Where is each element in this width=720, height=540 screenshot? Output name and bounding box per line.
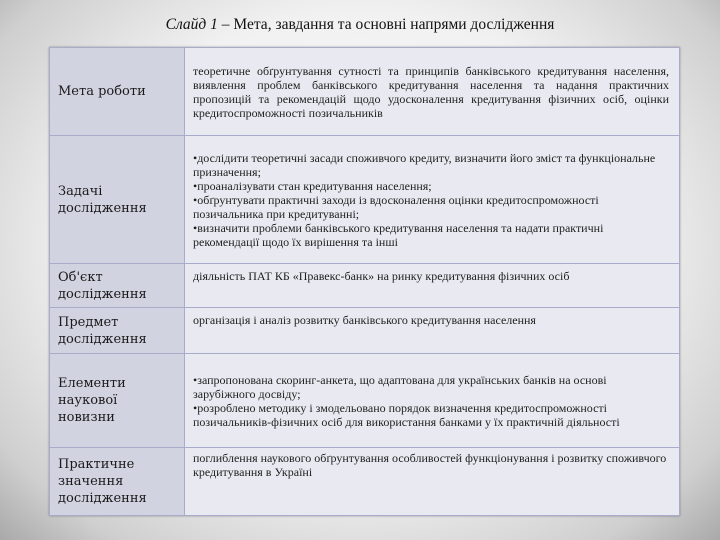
row-content: [185, 136, 680, 264]
list-item: •запропонована скоринг-анкета, що адаптована для українських банків на основі зарубіжного досвіду;: [193, 372, 607, 401]
list-item: •розроблено методику і змодельовано порядок визначення кредитоспроможності позичальників-фізичних осіб для використання банками у їх практичній діяльності: [193, 400, 620, 429]
list-item: •дослідити теоретичні засади споживчого кредиту, визначити його зміст та функціональне призначення;: [193, 150, 656, 179]
row-content: [185, 354, 680, 448]
list-item: •проаналізувати стан кредитування населення;: [193, 178, 432, 193]
table-row: [50, 136, 680, 264]
table-row: [50, 448, 680, 516]
slide-number: Слайд 1: [165, 16, 218, 33]
table-row: [50, 264, 680, 308]
list-item: •обґрунтувати практичні заходи із вдосконалення оцінки кредитоспроможності позичальника при кредитуванні;: [193, 192, 599, 221]
row-content: теоретичне обґрунтування сутності та принципів банківського кредитування населення, виявлення проблем банківського кредитування населення та надання практичних пропозицій та рекомендацій щодо удосконалення кредитування фізичних осіб, оцінки кредитоспроможності позичальників: [185, 48, 680, 136]
list-item: •визначити проблеми банківського кредитування населення та надати практичні рекомендації щодо їх вирішення та інші: [193, 220, 604, 249]
slide-title: [0, 15, 720, 35]
research-overview-table: [49, 47, 680, 516]
row-label: Предмет дослідження: [50, 308, 185, 354]
row-label: Мета роботи: [50, 48, 185, 136]
row-content: діяльність ПАТ КБ «Правекс-банк» на ринку кредитування фізичних осіб: [185, 264, 680, 308]
row-label: Об'єкт дослідження: [50, 264, 185, 308]
table-row: [50, 354, 680, 448]
row-content: поглиблення наукового обґрунтування особливостей функціонування і розвитку споживчого кредитування в Україні: [185, 448, 680, 516]
row-label: Задачі дослідження: [50, 136, 185, 264]
table-row: [50, 308, 680, 354]
row-content: організація і аналіз розвитку банківського кредитування населення: [185, 308, 680, 354]
table-row: [50, 48, 680, 136]
row-label: Елементи наукової новизни: [50, 354, 185, 448]
row-label: Практичне значення дослідження: [50, 448, 185, 516]
slide-title-text: – Мета, завдання та основні напрями дослідження: [217, 16, 555, 33]
